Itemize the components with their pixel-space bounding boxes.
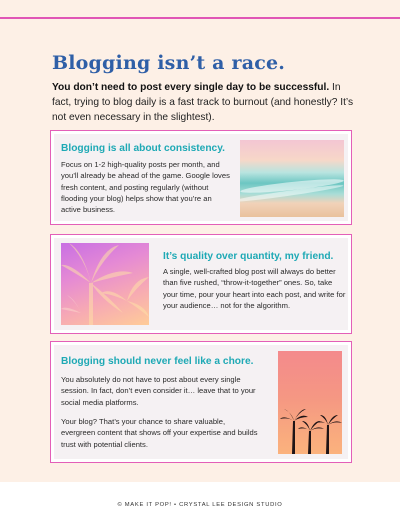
page-title: Blogging isn’t a race. [52,52,286,74]
card-title: Blogging is all about consistency. [61,143,225,154]
palm-leaves-graphic [61,243,149,325]
card-body: A single, well-crafted blog post will always do better than five rushed, “throw-it-together” ones. So, take your time, pour your heart into each post, and write for your audience… not for the algorithm. [163,267,346,310]
card-title: It’s quality over quantity, my friend. [163,251,334,262]
card-not-a-chore [50,341,352,463]
pink-palm-trees-photo [61,243,149,325]
card-title: Blogging should never feel like a chore. [61,356,254,367]
card-body-paragraph-2: Your blog? That’s your chance to share valuable, evergreen content that shows off your expertise and builds trust with potential clients. [61,417,258,449]
card-consistency [50,130,352,225]
footer-credit: © MAKE IT POP! • CRYSTAL LEE DESIGN STUDIO [117,502,283,508]
top-divider-line [0,17,400,19]
sunset-palm-photo [278,351,342,454]
intro-bold-text: You don’t need to post every single day to be successful. [52,82,330,93]
card-body: Focus on 1-2 high-quality posts per month, and you’ll already be ahead of the game. Google loves fresh content, and posting regularly (without flooding your blog) helps show that you’re an active business. [61,160,230,215]
palm-silhouettes-graphic [278,351,342,454]
beach-photo [240,140,344,217]
card-quality [50,234,352,334]
intro-paragraph [52,80,362,125]
intro-rest-text: In fact, trying to blog daily is a fast track to burnout (and honestly? It’s not even necessary in the slightest). [52,82,354,123]
card-body-paragraph-1: You absolutely do not have to post about every single session. In fact, don’t even consider it… leave that to your social media platforms. [61,375,256,407]
footer [0,482,400,517]
